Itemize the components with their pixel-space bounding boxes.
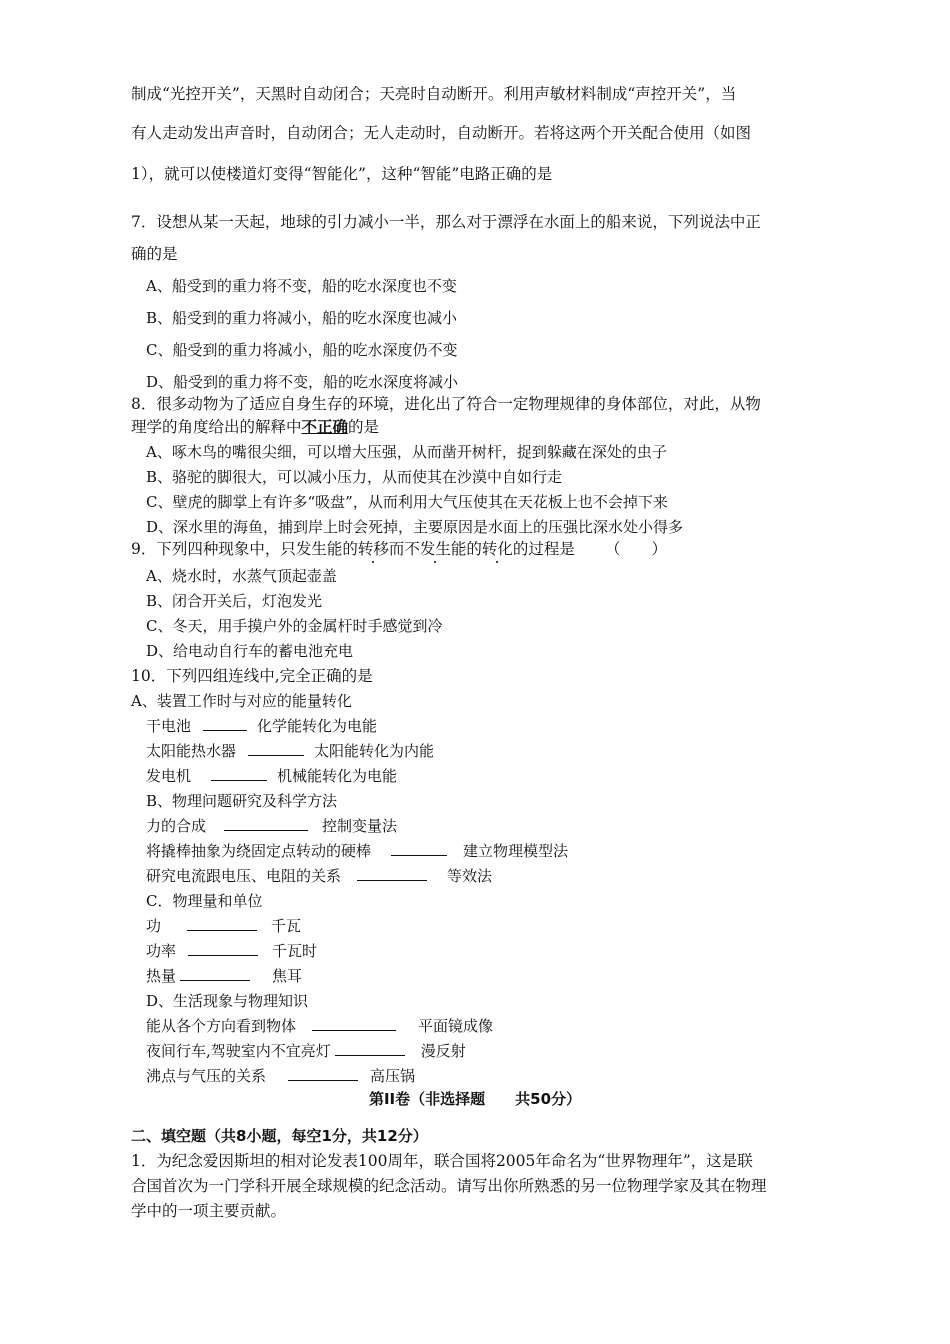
q8-stem-emphasis: 不正确 [301, 418, 349, 436]
pair-right: 焦耳 [272, 967, 303, 985]
pair-left: 能从各个方向看到物体 [146, 1017, 297, 1035]
q10-b-pair-3 [146, 866, 492, 886]
intro-line-3: 1），就可以使楼道灯变得“智能化”，这种“智能”电路正确的是 [131, 165, 553, 183]
pair-right: 漫反射 [420, 1042, 466, 1060]
pair-left: 功率 [146, 942, 177, 960]
s2-q1-line-3: 学中的一项主要贡献。 [131, 1202, 287, 1220]
connect-line [180, 966, 250, 981]
intro-line-1: 制成“光控开关”，天黑时自动闭合；天亮时自动断开。利用声敏材料制成“声控开关”，当 [131, 85, 737, 103]
q10-group-b-title: B、物理问题研究及科学方法 [146, 792, 338, 810]
pair-right: 控制变量法 [322, 817, 398, 835]
q8-option-c: C、壁虎的脚掌上有许多“吸盘”，从而利用大气压使其在天花板上也不会掉下来 [146, 493, 668, 511]
q10-d-pair-1 [146, 1016, 493, 1036]
connect-line [391, 841, 447, 856]
pair-left: 干电池 [146, 717, 192, 735]
q7-stem-line-1: 7．设想从某一天起，地球的引力减小一半，那么对于漂浮在水面上的船来说，下列说法中正 [131, 213, 761, 231]
q10-group-a-title: A、装置工作时与对应的能量转化 [131, 692, 352, 710]
connect-line [357, 866, 427, 881]
q9-stem-e: 的过程是 [512, 540, 575, 558]
connect-line [224, 816, 308, 831]
q10-c-pair-3 [146, 966, 302, 986]
intro-line-2: 有人走动发出声音时，自动闭合；无人走动时，自动断开。若将这两个开关配合使用（如图 [131, 124, 752, 142]
q10-d-pair-2 [146, 1041, 466, 1061]
connect-line [203, 716, 247, 731]
connect-line [187, 916, 257, 931]
q9-option-d: D、给电动自行车的蓄电池充电 [146, 642, 354, 660]
pair-left: 功 [146, 917, 162, 935]
pair-left: 将撬棒抽象为绕固定点转动的硬棒 [146, 842, 372, 860]
connect-line [335, 1041, 405, 1056]
connect-line [188, 941, 258, 956]
connect-line [288, 1066, 358, 1081]
q8-option-d: D、深水里的海鱼，捕到岸上时会死掉，主要原因是水面上的压强比深水处小得多 [146, 518, 684, 536]
q10-d-pair-3 [146, 1066, 415, 1086]
q8-stem-line-1: 8．很多动物为了适应自身生存的环境，进化出了符合一定物理规律的身体部位，对此，从物 [131, 395, 761, 413]
part2-title-a: 第II卷（非选择题 [368, 1090, 486, 1108]
q10-b-pair-1 [146, 816, 397, 836]
q8-option-a: A、啄木鸟的嘴很尖细，可以增大压强，从而凿开树杆，捉到躲藏在深处的虫子 [146, 443, 667, 461]
q10-b-pair-2 [146, 841, 568, 861]
q10-group-c-title: C．物理量和单位 [146, 892, 263, 910]
q9-stem-transfer: 转移 [357, 540, 389, 558]
pair-right: 机械能转化为电能 [277, 767, 398, 785]
pair-right: 建立物理模型法 [463, 842, 569, 860]
pair-right: 平面镜成像 [418, 1017, 494, 1035]
pair-left: 热量 [146, 967, 177, 985]
connect-line [312, 1016, 396, 1031]
part2-title-b: 共50分） [515, 1090, 582, 1108]
pair-left: 太阳能热水器 [146, 742, 237, 760]
pair-right: 等效法 [447, 867, 493, 885]
q10-a-pair-1 [146, 716, 377, 736]
q9-stem-a: 9．下列四种现象中，只发生能的 [131, 540, 358, 558]
q10-a-pair-3 [146, 766, 397, 786]
pair-right: 千瓦 [271, 917, 302, 935]
q8-option-b: B、骆驼的脚很大，可以减小压力，从而使其在沙漠中自如行走 [146, 468, 563, 486]
q7-option-b: B、船受到的重力将减小，船的吃水深度也减小 [146, 309, 458, 327]
q9-stem-convert: 转化 [481, 540, 513, 558]
connect-line [248, 741, 304, 756]
pair-right: 太阳能转化为内能 [314, 742, 435, 760]
q9-option-c: C、冬天，用手摸户外的金属杆时手感觉到冷 [146, 617, 443, 635]
q8-stem-line-2 [131, 417, 379, 437]
q10-stem: 10．下列四组连线中,完全正确的是 [131, 667, 373, 685]
q10-a-pair-2 [146, 741, 434, 761]
part2-title [0, 1089, 950, 1109]
q9-answer-paren: （ ） [604, 540, 667, 558]
q10-group-d-title: D、生活现象与物理知识 [146, 992, 309, 1010]
q10-c-pair-2 [146, 941, 317, 961]
s2-q1-line-1: 1．为纪念爱因斯坦的相对论发表100周年，联合国将2005年命名为“世界物理年”，这是联 [131, 1152, 753, 1170]
pair-left: 沸点与气压的关系 [146, 1067, 267, 1085]
pair-left: 夜间行车,驾驶室内不宜亮灯 [146, 1042, 331, 1060]
section2-heading: 二、填空题（共8小题，每空1分，共12分） [131, 1127, 428, 1145]
q9-stem-c: 而不发生能的 [388, 540, 482, 558]
q8-stem-pre: 理学的角度给出的解释中 [131, 418, 302, 436]
q7-option-d: D、船受到的重力将不变，船的吃水深度将减小 [146, 373, 459, 391]
q9-option-a: A、烧水时，水蒸气顶起壶盖 [146, 567, 337, 585]
pair-left: 力的合成 [146, 817, 207, 835]
pair-right: 高压锅 [370, 1067, 416, 1085]
q10-c-pair-1 [146, 916, 301, 936]
q7-option-a: A、船受到的重力将不变，船的吃水深度也不变 [146, 277, 457, 295]
connect-line [211, 766, 267, 781]
s2-q1-line-2: 合国首次为一门学科开展全球规模的纪念活动。请写出你所熟悉的另一位物理学家及其在物理 [131, 1177, 767, 1195]
q7-option-c: C、船受到的重力将减小，船的吃水深度仍不变 [146, 341, 458, 359]
q9-option-b: B、闭合开关后，灯泡发光 [146, 592, 323, 610]
q9-stem [131, 539, 667, 559]
q7-stem-line-2: 确的是 [131, 245, 178, 263]
pair-right: 千瓦时 [272, 942, 318, 960]
pair-right: 化学能转化为电能 [257, 717, 378, 735]
pair-left: 发电机 [146, 767, 192, 785]
pair-left: 研究电流跟电压、电阻的关系 [146, 867, 342, 885]
q8-stem-post: 的是 [348, 418, 380, 436]
